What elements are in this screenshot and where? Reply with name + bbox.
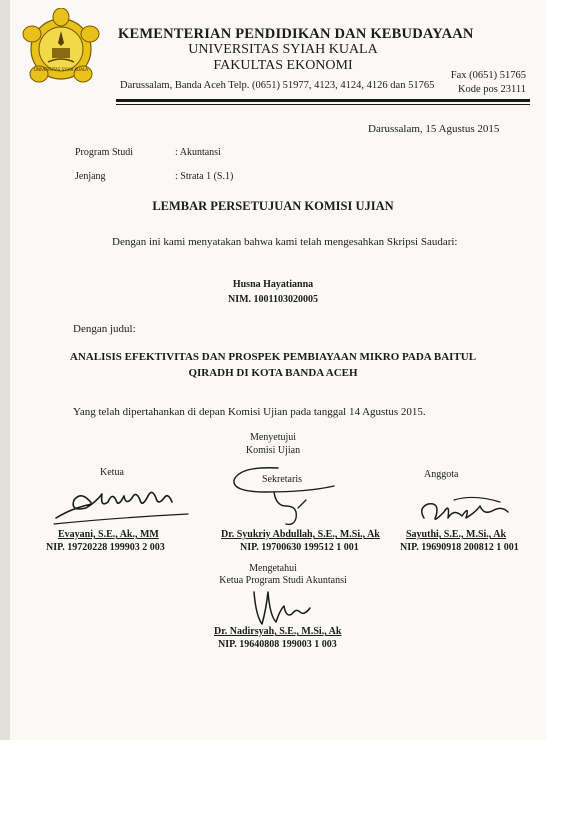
title-intro: Dengan judul: — [73, 323, 136, 335]
thesis-title-line-1: ANALISIS EFEKTIVITAS DAN PROSPEK PEMBIAYAAN MIKRO PADA BAITUL — [69, 351, 477, 363]
field-value-level: : Strata 1 (S.1) — [175, 171, 234, 182]
acknowledged-role: Ketua Program Studi Akuntansi — [219, 575, 347, 586]
approval-heading: Menyetujui — [249, 432, 297, 443]
field-label-level: Jenjang — [75, 171, 106, 182]
head-of-program-name: Dr. Nadirsyah, S.E., M.Si., Ak — [214, 626, 342, 637]
defense-statement: Yang telah dipertahankan di depan Komisi Ujian pada tanggal 14 Agustus 2015. — [73, 406, 426, 418]
field-label-program: Program Studi — [75, 147, 134, 158]
member-name: Sayuthi, S.E., M.Si., Ak — [406, 529, 507, 540]
document-title: LEMBAR PERSETUJUAN KOMISI UJIAN — [152, 199, 394, 213]
university-logo — [20, 8, 102, 90]
acknowledged-heading: Mengetahui — [249, 563, 297, 574]
role-secretary: Sekretaris — [262, 474, 302, 485]
chair-signature — [52, 478, 192, 526]
role-chair: Ketua — [100, 467, 124, 478]
secretary-signature — [226, 462, 346, 528]
university-name: UNIVERSITAS SYIAH KUALA — [188, 42, 378, 57]
role-member: Anggota — [424, 469, 459, 480]
head-of-program-signature — [244, 586, 324, 630]
secretary-name: Dr. Syukriy Abdullah, S.E., M.Si., Ak — [221, 529, 380, 540]
place-date: Darussalam, 15 Agustus 2015 — [368, 123, 500, 135]
member-nip: NIP. 19690918 200812 1 001 — [400, 542, 519, 553]
student-name: Husna Hayatianna — [232, 279, 314, 290]
logo-text: UNIVERSITAS SYIAH KUALA — [34, 67, 88, 72]
chair-nip: NIP. 19720228 199903 2 003 — [46, 542, 165, 553]
ministry-name: KEMENTERIAN PENDIDIKAN DAN KEBUDAYAAN — [118, 26, 474, 42]
header-rule-thin — [116, 104, 530, 105]
head-of-program-nip: NIP. 19640808 199003 1 003 — [218, 639, 337, 650]
chair-name: Evayani, S.E., Ak., MM — [58, 529, 159, 540]
student-nim: NIM. 1001103020005 — [228, 294, 318, 305]
postal-code: Kode pos 23111 — [457, 84, 526, 95]
member-signature — [414, 488, 514, 532]
faculty-name: FAKULTAS EKONOMI — [213, 58, 353, 73]
thesis-title-line-2: QIRADH DI KOTA BANDA ACEH — [188, 367, 358, 379]
secretary-nip: NIP. 19700630 199512 1 001 — [240, 542, 359, 553]
address: Darussalam, Banda Aceh Telp. (0651) 51977, 4123, 4124, 4126 dan 51765 — [120, 80, 435, 91]
fax-number: Fax (0651) 51765 — [450, 70, 526, 81]
intro-text: Dengan ini kami menyatakan bahwa kami telah mengesahkan Skripsi Saudari: — [112, 236, 458, 248]
header-rule — [116, 99, 530, 102]
approval-committee: Komisi Ujian — [245, 445, 301, 456]
field-value-program: : Akuntansi — [175, 147, 221, 158]
